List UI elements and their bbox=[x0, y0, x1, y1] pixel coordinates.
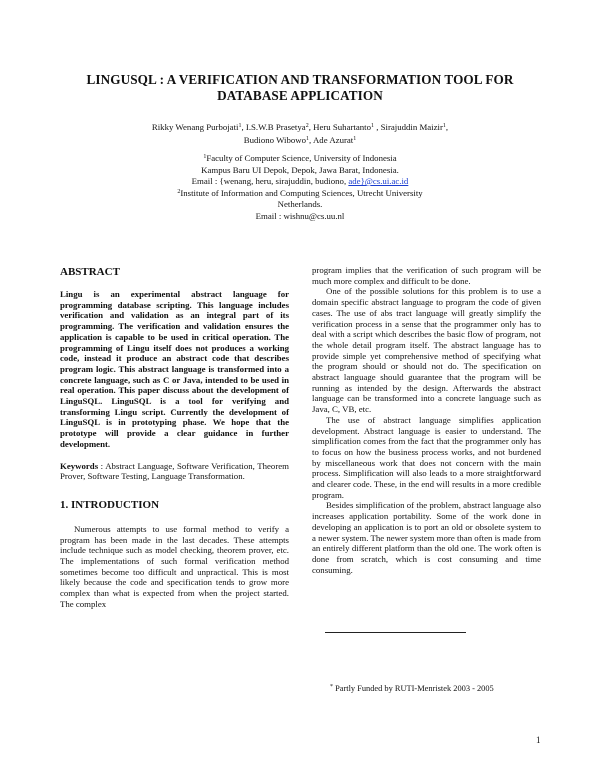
affiliation-2-email: Email : wishnu@cs.uu.nl bbox=[255, 210, 345, 221]
affiliation-1-address: Kampus Baru UI Depok, Depok, Jawa Barat, Indonesia. bbox=[201, 164, 399, 175]
keywords-label: Keywords bbox=[60, 460, 99, 471]
abstract-heading: ABSTRACT bbox=[60, 266, 120, 278]
intro-paragraph-2: One of the possible solutions for this problem is to use a domain specific abstract language to program the code of given cases. The use of abs tract language will greatly simplify the verification process in a sense that the programmer only has to deal with a script which describes the basic flow of program, not the whole detail program itself. The abstract language has to provide simple yet comprehensive method of specifying what the program should or should not do. The specification on abstract language should guarantee that the program will be running as intended by the design. Afterwards the abstract language can be transformed into a concrete language such as Java, C, VB, etc. bbox=[312, 286, 541, 415]
footnote: * Partly Funded by RUTI-Menristek 2003 - 2005 bbox=[330, 684, 494, 693]
affiliation-1-email: Email : {wenang, heru, sirajuddin, budiono, bbox=[191, 176, 349, 186]
intro-paragraph-3: The use of abstract language simplifies application development. Abstract language is easier to understand. The simplification comes from the fact that the programmer only has to focus on how the business process works, and not burdened by miscellaneous work that does not concern with the main process. Simplification will also leads to a more straightforward and clearer code. These, in the end will results in a more credible program. bbox=[312, 414, 541, 500]
introduction-heading: 1. INTRODUCTION bbox=[60, 498, 160, 511]
author-name: I.S.W.B Prasetya bbox=[245, 122, 306, 132]
left-column bbox=[60, 266, 289, 610]
author-name: Sirajuddin Maizir bbox=[380, 122, 443, 132]
title-line-2: DATABASE APPLICATION bbox=[217, 88, 383, 103]
footnote-text: Partly Funded by RUTI-Menristek 2003 - 2005 bbox=[333, 684, 494, 693]
author-name: Rikky Wenang Purbojati bbox=[151, 122, 239, 132]
email-link[interactable]: ade}@cs.ui.ac.id bbox=[348, 176, 409, 186]
affiliations: $^1$Faculty of Computer Science, University of Indonesia Kampus Baru UI Depok, Depok, Jawa Barat, Indonesia. Email : {wenang, heru, sirajuddin, budiono, ade}@cs.ui.ac.id $^2$Institute of Information and Computing Sciences, Utrecht University Netherlands. Email : wishnu@cs.uu.nl bbox=[60, 153, 540, 222]
author-name: Heru Suhartanto bbox=[313, 122, 371, 132]
page-number: 1 bbox=[536, 735, 541, 745]
affiliation-2-country: Netherlands. bbox=[277, 199, 323, 209]
keywords-text: : Abstract Language, Software Verification, Theorem Prover, Software Testing, Language Transformation. bbox=[60, 460, 289, 482]
right-column bbox=[312, 265, 541, 575]
title-line-1: LINGUSQL : A VERIFICATION AND TRANSFORMATION TOOL FOR bbox=[86, 72, 514, 87]
intro-paragraph-4: Besides simplification of the problem, abstract language also increases application portability. Some of the work done in developing an application is to port an old or obsolete system to a newer system. The newer system more than often is made from an entirely different platform than the old one. The work often is done from scratch, which is cost consuming and time consuming. bbox=[312, 500, 541, 575]
affiliation-1: Faculty of Computer Science, University of Indonesia bbox=[206, 153, 397, 163]
keywords bbox=[60, 461, 289, 482]
paper-title bbox=[40, 72, 560, 104]
author-name: Budiono Wibowo bbox=[243, 134, 307, 145]
affiliation-2: Institute of Information and Computing Sciences, Utrecht University bbox=[180, 187, 423, 198]
intro-paragraph-1: Numerous attempts to use formal method to verify a program has been made in the last decades. These attempts include technique such as model checking, theorem prover, etc. The implementations of such formal verification method sometimes become too difficult and unpractical. This is most likely because the code and specification tends to grow more complex than what is expected from when the project started. The complex bbox=[60, 523, 289, 609]
intro-continuation: program implies that the verification of such program will be much more complex and difficult to be done. bbox=[312, 265, 541, 286]
author-name: Ade Azurat bbox=[312, 134, 354, 145]
abstract-body: Lingu is an experimental abstract language for programming database scripting. This language includes verification and validation as an integral part of its programming. The verification and validation ensures the application is capable to be used in critical operation. The programming of Lingu itself does not produces a working code, instead it produce an abstract code that describes program logic. This abstract language is transformed into a concrete language, such as C or Java, intended to be used in real operation. This paper discuss about the development of LinguSQL. LinguSQL is a tool for verifying and transforming Lingu script. Currently the development of LinguSQL is in prototyping phase. We hope that the prototype will provide a clear guidance in further development. bbox=[60, 289, 289, 449]
footnote-divider bbox=[325, 632, 466, 633]
author-list: Rikky Wenang Purbojati$^1$, I.S.W.B Prasetya$^2$, Heru Suhartanto$^1$ , Sirajuddin Maizir$^1$, Budiono Wibowo$^1$, Ade Azurat$^1$ bbox=[151, 122, 449, 145]
